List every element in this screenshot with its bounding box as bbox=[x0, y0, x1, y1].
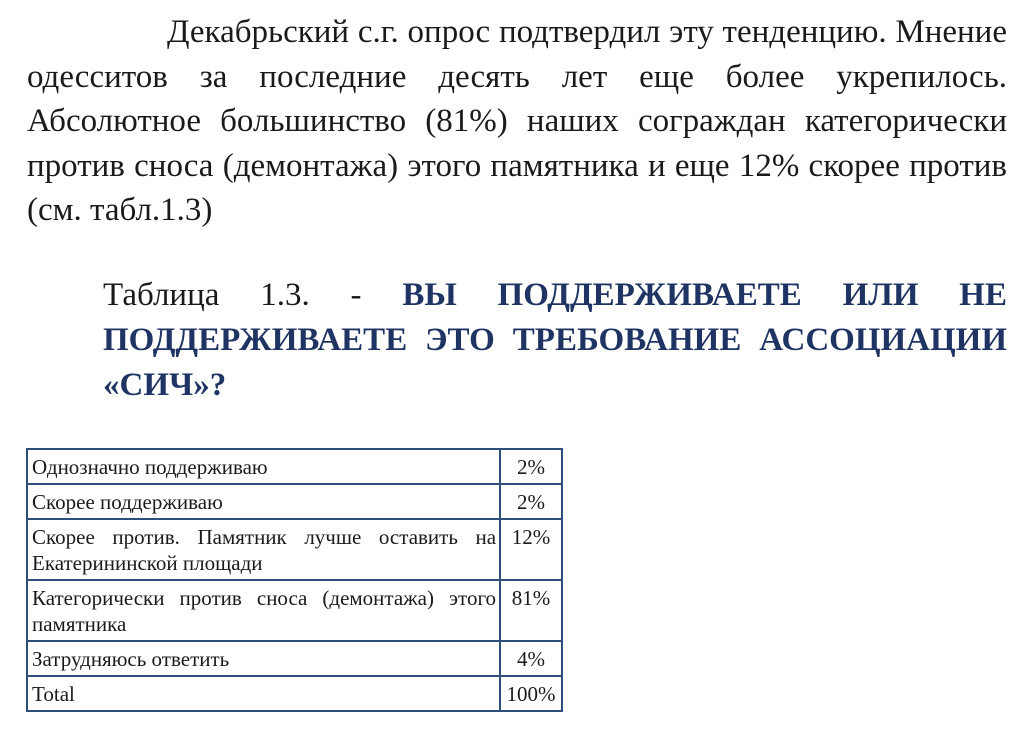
table-row bbox=[27, 519, 562, 580]
row-label: Total bbox=[27, 676, 500, 711]
table-row bbox=[27, 449, 562, 484]
row-value: 2% bbox=[500, 449, 562, 484]
table-row bbox=[27, 641, 562, 676]
row-value: 100% bbox=[500, 676, 562, 711]
row-label: Категорически против сноса (демонтажа) этого памятника bbox=[27, 580, 500, 641]
row-label: Скорее поддерживаю bbox=[27, 484, 500, 519]
row-label: Однозначно поддерживаю bbox=[27, 449, 500, 484]
survey-table bbox=[26, 448, 563, 712]
table-row bbox=[27, 484, 562, 519]
row-label: Затрудняюсь ответить bbox=[27, 641, 500, 676]
table-caption-question: ВЫ ПОДДЕРЖИВАЕТЕ ИЛИ НЕ ПОДДЕРЖИВАЕТЕ ЭТО ТРЕБОВАНИЕ АССОЦИАЦИИ «СИЧ»? bbox=[103, 277, 1007, 403]
row-value: 4% bbox=[500, 641, 562, 676]
row-label: Скорее против. Памятник лучше оставить на Екатерининской площади bbox=[27, 519, 500, 580]
body-paragraph: Декабрьский с.г. опрос подтвердил эту тенденцию. Мнение одесситов за последние десять лет еще более укрепилось. Абсолютное большинство (81%) наших сограждан категорически против сноса (демонтажа) этого памятника и еще 12% скорее против (см. табл.1.3) bbox=[27, 14, 1007, 228]
table-caption-prefix: Таблица 1.3. - bbox=[103, 277, 403, 313]
row-value: 81% bbox=[500, 580, 562, 641]
table-row bbox=[27, 580, 562, 641]
row-value: 12% bbox=[500, 519, 562, 580]
table-caption bbox=[103, 273, 1007, 408]
table-row-total bbox=[27, 676, 562, 711]
row-value: 2% bbox=[500, 484, 562, 519]
